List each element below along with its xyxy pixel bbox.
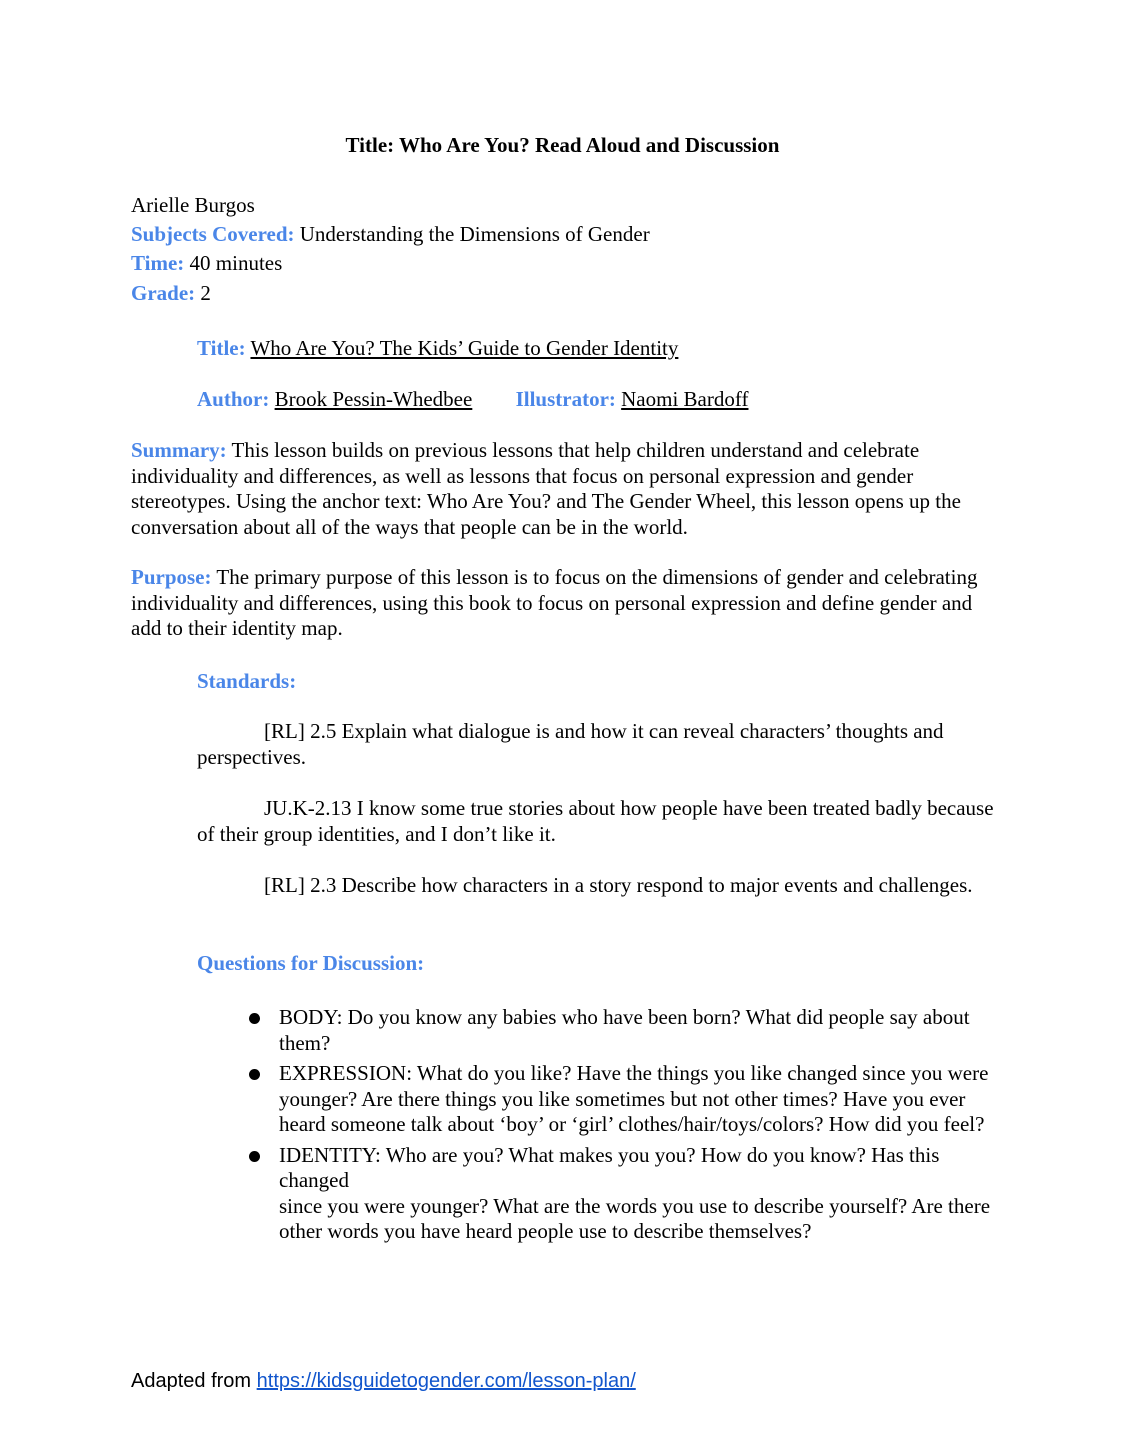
purpose-text: The primary purpose of this lesson is to focus on the dimensions of gender and celebrating individuality and differences, using this book to focus on personal expression and define gender and add to their identity map. — [131, 565, 978, 640]
illustrator-label: Illustrator: — [515, 387, 616, 411]
author-name: Arielle Burgos — [131, 193, 255, 217]
grade-label: Grade: — [131, 281, 196, 305]
source-link[interactable]: https://kidsguidetogender.com/lesson-plan/ — [256, 1370, 636, 1392]
question-text: EXPRESSION: What do you like? Have the things you like changed since you were younger? Are there things you like sometimes but not other times? Have you ever heard someone talk about ‘boy’ or ‘girl’ clothes/hair/toys/colors? How did you feel? — [279, 1061, 989, 1136]
bullet-icon — [249, 1151, 260, 1162]
summary-label: Summary: — [131, 438, 227, 462]
standards-heading: Standards: — [197, 669, 297, 693]
standard-item: [RL] 2.5 Explain what dialogue is and how it can reveal characters’ thoughts and perspectives. — [197, 719, 944, 769]
question-text: IDENTITY: Who are you? What makes you you? How do you know? Has this changed — [279, 1142, 940, 1192]
standard-item: JU.K-2.13 I know some true stories about how people have been treated badly because of their group identities, and I don’t like it. — [197, 796, 994, 846]
subjects-line — [131, 220, 650, 248]
book-title-value: Who Are You? The Kids’ Guide to Gender Identity — [250, 336, 679, 360]
book-title-label: Title: — [197, 336, 246, 360]
grade-line — [131, 279, 211, 307]
question-text: BODY: Do you know any babies who have been born? What did people say about them? — [279, 1005, 970, 1055]
bullet-icon — [249, 1013, 260, 1024]
bullet-icon — [249, 1069, 260, 1080]
subjects-label: Subjects Covered: — [131, 222, 295, 246]
question-item — [243, 1143, 993, 1245]
time-label: Time: — [131, 251, 185, 275]
illustrator-value: Naomi Bardoff — [621, 387, 749, 411]
questions-list — [243, 1005, 993, 1250]
questions-heading: Questions for Discussion: — [197, 951, 425, 975]
purpose-paragraph — [131, 565, 991, 642]
subjects-value: Understanding the Dimensions of Gender — [299, 222, 650, 246]
purpose-label: Purpose: — [131, 565, 212, 589]
standard-item: [RL] 2.3 Describe how characters in a story respond to major events and challenges. — [264, 873, 973, 897]
book-author-value: Brook Pessin-Whedbee — [274, 387, 473, 411]
question-text-continued: since you were younger? What are the words you use to describe yourself? Are there other words you have heard people use to describe themselves? — [279, 1193, 991, 1243]
footer-attribution — [131, 1368, 636, 1394]
time-line — [131, 249, 282, 277]
summary-text: This lesson builds on previous lessons that help children understand and celebrate individuality and differences, as well as lessons that focus on personal expression and gender stereotypes. Using the anchor text: Who Are You? and The Gender Wheel, this lesson opens up the conversation about all of the ways that people can be in the world. — [131, 438, 961, 539]
time-value: 40 minutes — [189, 251, 283, 275]
grade-value: 2 — [200, 281, 211, 305]
document-title: Title: Who Are You? Read Aloud and Discussion — [345, 133, 780, 157]
book-author-label: Author: — [197, 387, 270, 411]
book-title-line — [197, 334, 678, 362]
book-credits-line — [197, 385, 748, 413]
question-item — [243, 1061, 993, 1138]
question-item — [243, 1005, 993, 1056]
footer-prefix: Adapted from — [131, 1370, 252, 1392]
summary-paragraph — [131, 438, 991, 540]
